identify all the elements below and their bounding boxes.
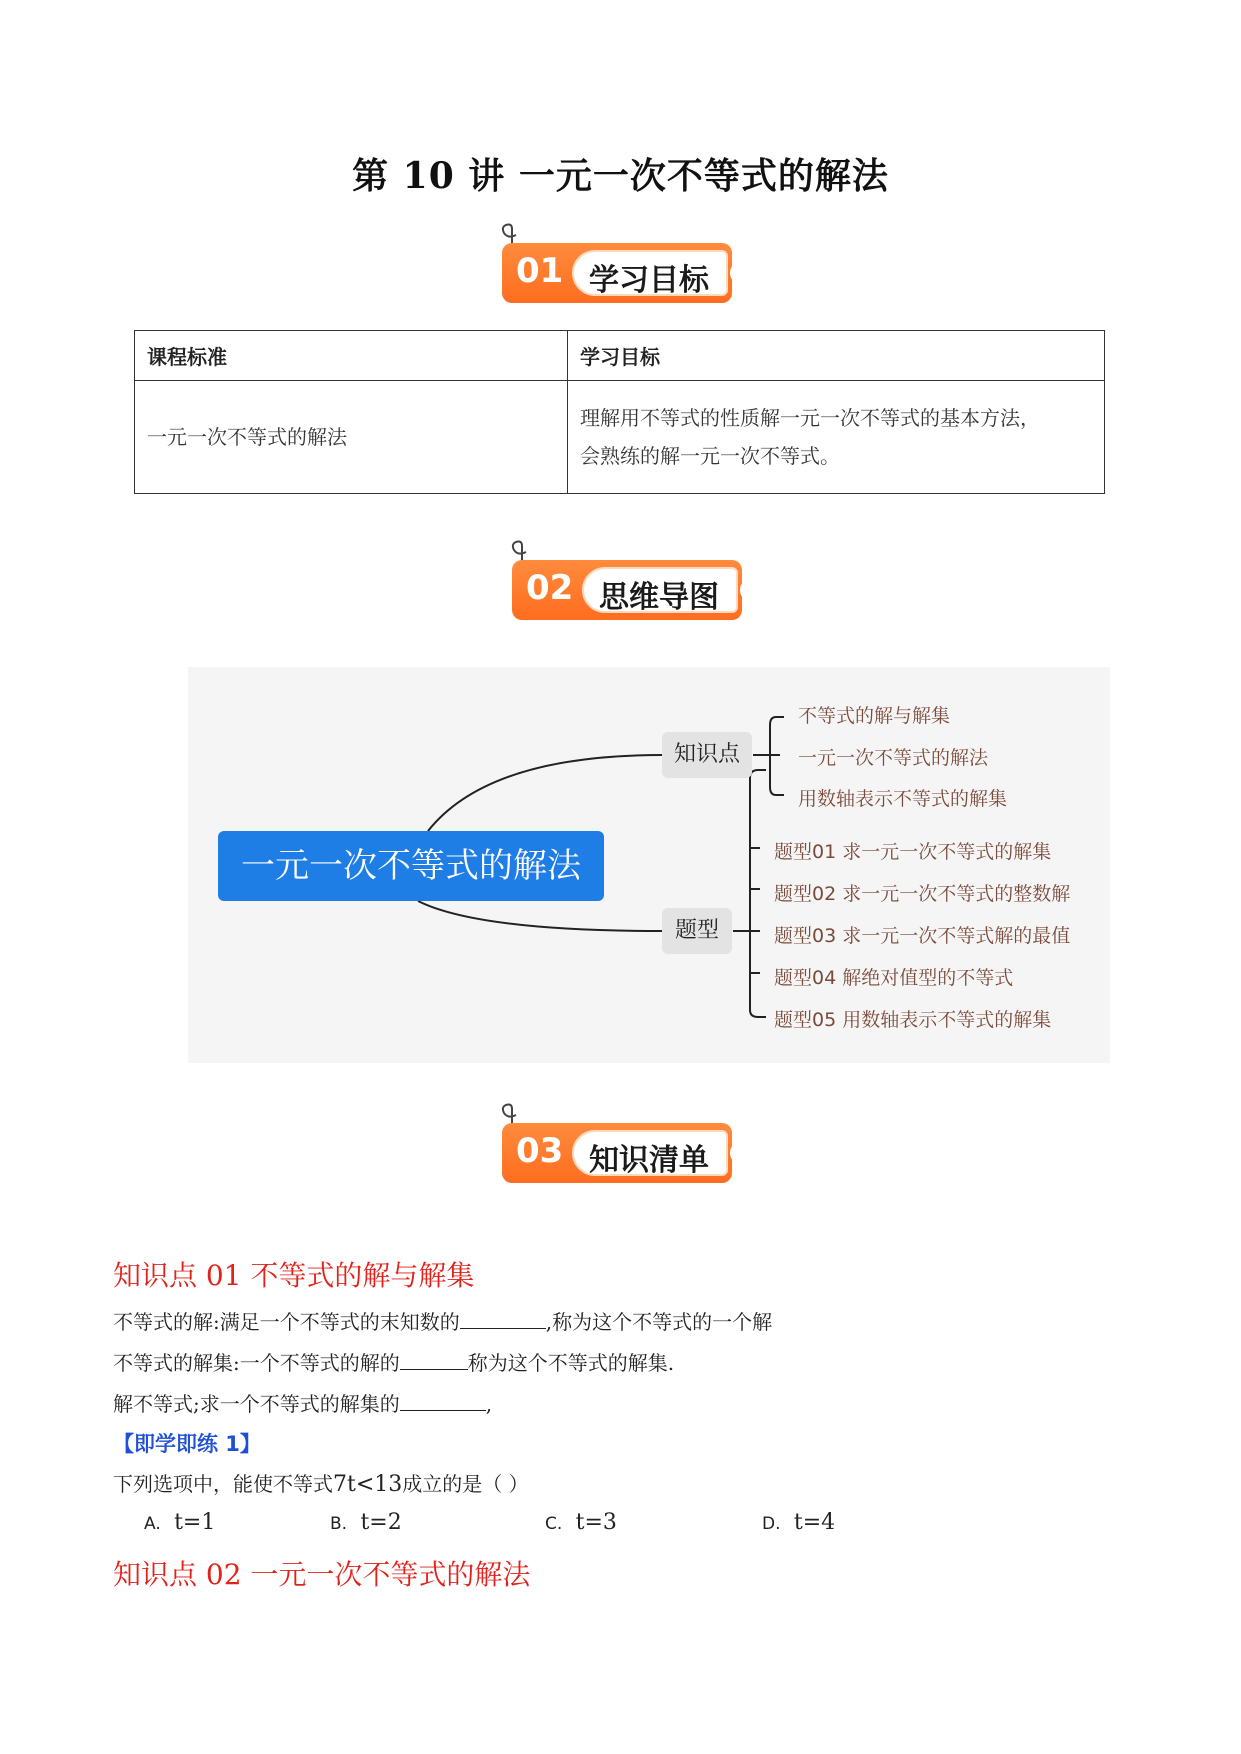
inequality: 7t<13 — [333, 1472, 403, 1497]
mind-map-leaf: 一元一次不等式的解法 — [798, 747, 989, 769]
option-d[interactable] — [762, 1510, 835, 1535]
definition-line — [113, 1347, 674, 1376]
table-cell — [568, 381, 1105, 494]
section-banner-03 — [502, 1123, 738, 1183]
option-c[interactable] — [545, 1510, 617, 1535]
option-letter: C. — [545, 1514, 563, 1534]
section-banner-02 — [512, 560, 748, 620]
fill-blank — [400, 1350, 468, 1370]
section-number: 01 — [516, 251, 564, 291]
option-letter: D. — [762, 1514, 781, 1534]
knowledge-point-title: 知识点 02 一元一次不等式的解法 — [113, 1558, 531, 1591]
option-letter: A. — [144, 1514, 161, 1534]
section-label: 思维导图 — [599, 580, 719, 615]
option-value: t=4 — [793, 1510, 836, 1535]
knowledge-point-title: 知识点 01 不等式的解与解集 — [113, 1259, 475, 1292]
text: 不等式的解:满足一个不等式的末知数的 — [113, 1310, 460, 1334]
mind-map-leaf: 题型05 用数轴表示不等式的解集 — [774, 1009, 1052, 1031]
option-value: t=2 — [360, 1510, 402, 1535]
mind-map-branch: 题型 — [662, 908, 732, 954]
exercise-question — [113, 1468, 529, 1497]
definition-line — [113, 1306, 772, 1335]
option-letter: B. — [330, 1514, 348, 1534]
definition-line — [113, 1388, 492, 1417]
text: 称为这个不等式的解集. — [467, 1351, 675, 1375]
text: 成立的是（ ） — [402, 1472, 529, 1496]
table-header: 学习目标 — [568, 331, 1105, 381]
option-value: t=3 — [575, 1510, 617, 1535]
section-banner-01 — [502, 243, 738, 303]
option-a[interactable] — [144, 1510, 215, 1535]
table-cell: 一元一次不等式的解法 — [135, 381, 568, 494]
mind-map-leaf: 用数轴表示不等式的解集 — [798, 788, 1008, 810]
section-label: 知识清单 — [589, 1143, 709, 1178]
mind-map-leaf: 题型03 求一元一次不等式解的最值 — [774, 925, 1071, 947]
section-label: 学习目标 — [589, 263, 709, 298]
section-number: 03 — [516, 1131, 564, 1171]
document-title: 第 10 讲 一元一次不等式的解法 — [352, 155, 889, 197]
text: 下列选项中，能使不等式 — [113, 1472, 333, 1496]
option-b[interactable] — [330, 1510, 402, 1535]
course-standard-table — [134, 330, 1105, 494]
text: 解不等式;求一个不等式的解集的 — [113, 1392, 400, 1416]
mind-map-leaf: 题型04 解绝对值型的不等式 — [774, 967, 1014, 989]
exercise-label: 【即学即练 1】 — [113, 1432, 261, 1456]
fill-blank — [400, 1391, 486, 1411]
table-cell-line: 会熟练的解一元一次不等式。 — [580, 444, 840, 468]
table-cell-line: 理解用不等式的性质解一元一次不等式的基本方法， — [580, 406, 1040, 430]
option-value: t=1 — [174, 1510, 216, 1535]
mind-map-leaf: 题型02 求一元一次不等式的整数解 — [774, 883, 1071, 905]
mind-map-leaf: 不等式的解与解集 — [798, 705, 951, 727]
mind-map-root: 一元一次不等式的解法 — [218, 831, 604, 901]
mind-map-branch: 知识点 — [662, 732, 752, 778]
text: 不等式的解集:一个不等式的解的 — [113, 1351, 400, 1375]
mind-map-leaf: 题型01 求一元一次不等式的解集 — [774, 841, 1052, 863]
fill-blank — [460, 1309, 546, 1329]
text: , — [485, 1392, 493, 1416]
text: ,称为这个不等式的一个解 — [545, 1310, 773, 1334]
section-number: 02 — [526, 568, 574, 608]
mind-map — [188, 667, 1110, 1063]
table-header: 课程标准 — [135, 331, 568, 381]
